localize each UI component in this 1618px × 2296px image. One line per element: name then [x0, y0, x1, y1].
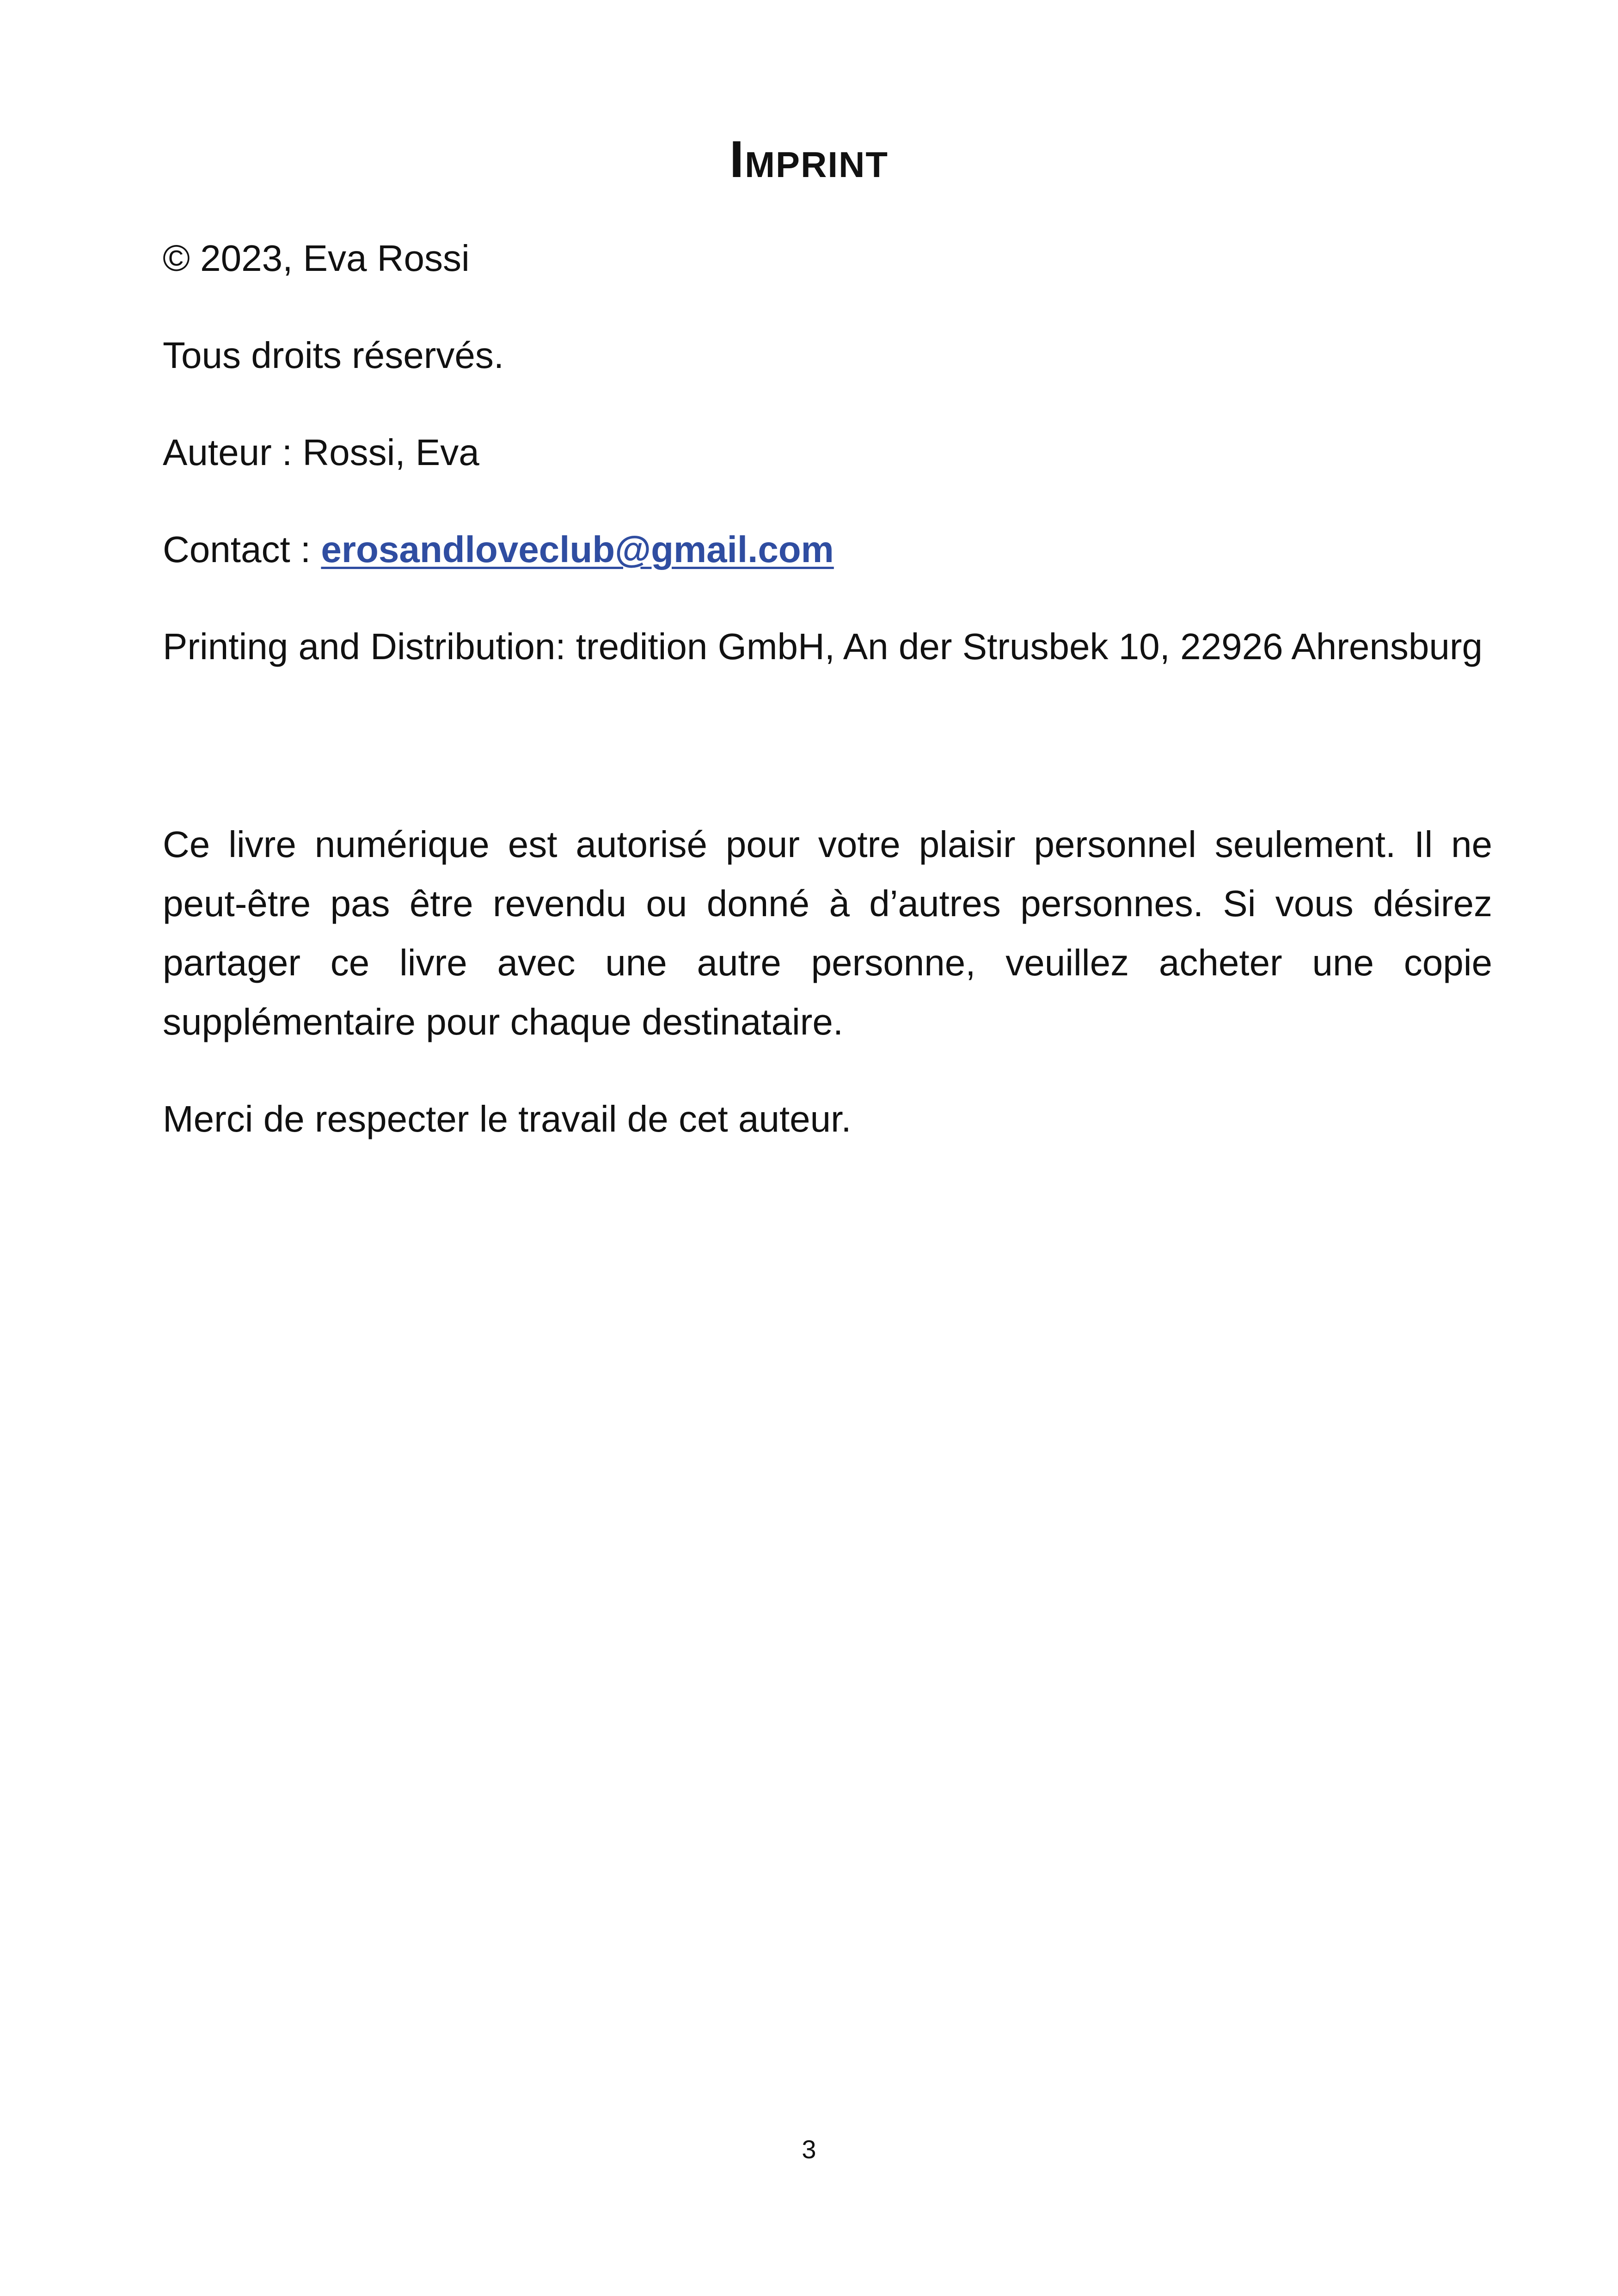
section-spacing	[163, 676, 1492, 815]
paragraph-spacing	[163, 288, 1492, 326]
closing-line: Merci de respecter le travail de cet auteur.	[163, 1098, 852, 1139]
paragraph-spacing	[163, 385, 1492, 423]
paragraph-spacing	[163, 482, 1492, 520]
copyright-line: © 2023, Eva Rossi	[163, 238, 470, 279]
contact-email-link[interactable]: erosandloveclub@gmail.com	[321, 529, 834, 570]
imprint-content	[163, 229, 1492, 1149]
author-line: Auteur : Rossi, Eva	[163, 432, 479, 473]
printing-distribution-paragraph: Printing and Distribution: tredition GmbH, An der Strusbek 10, 22926 Ahrensburg	[163, 626, 1483, 667]
paragraph-spacing	[163, 579, 1492, 617]
page-number: 3	[802, 2135, 816, 2164]
paragraph-spacing	[163, 1052, 1492, 1090]
contact-label: Contact :	[163, 529, 321, 570]
rights-reserved-line: Tous droits réservés.	[163, 335, 504, 376]
license-notice-paragraph: Ce livre numérique est autorisé pour votre plaisir personnel seulement. Il ne peut-être pas être revendu ou donné à d’autres personnes. Si vous désirez partager ce livre avec une autre personne, veuillez acheter une copie supplémentaire pour chaque destinataire.	[163, 824, 1492, 1042]
contact-line	[163, 520, 1492, 579]
page-title: Imprint	[729, 130, 889, 188]
